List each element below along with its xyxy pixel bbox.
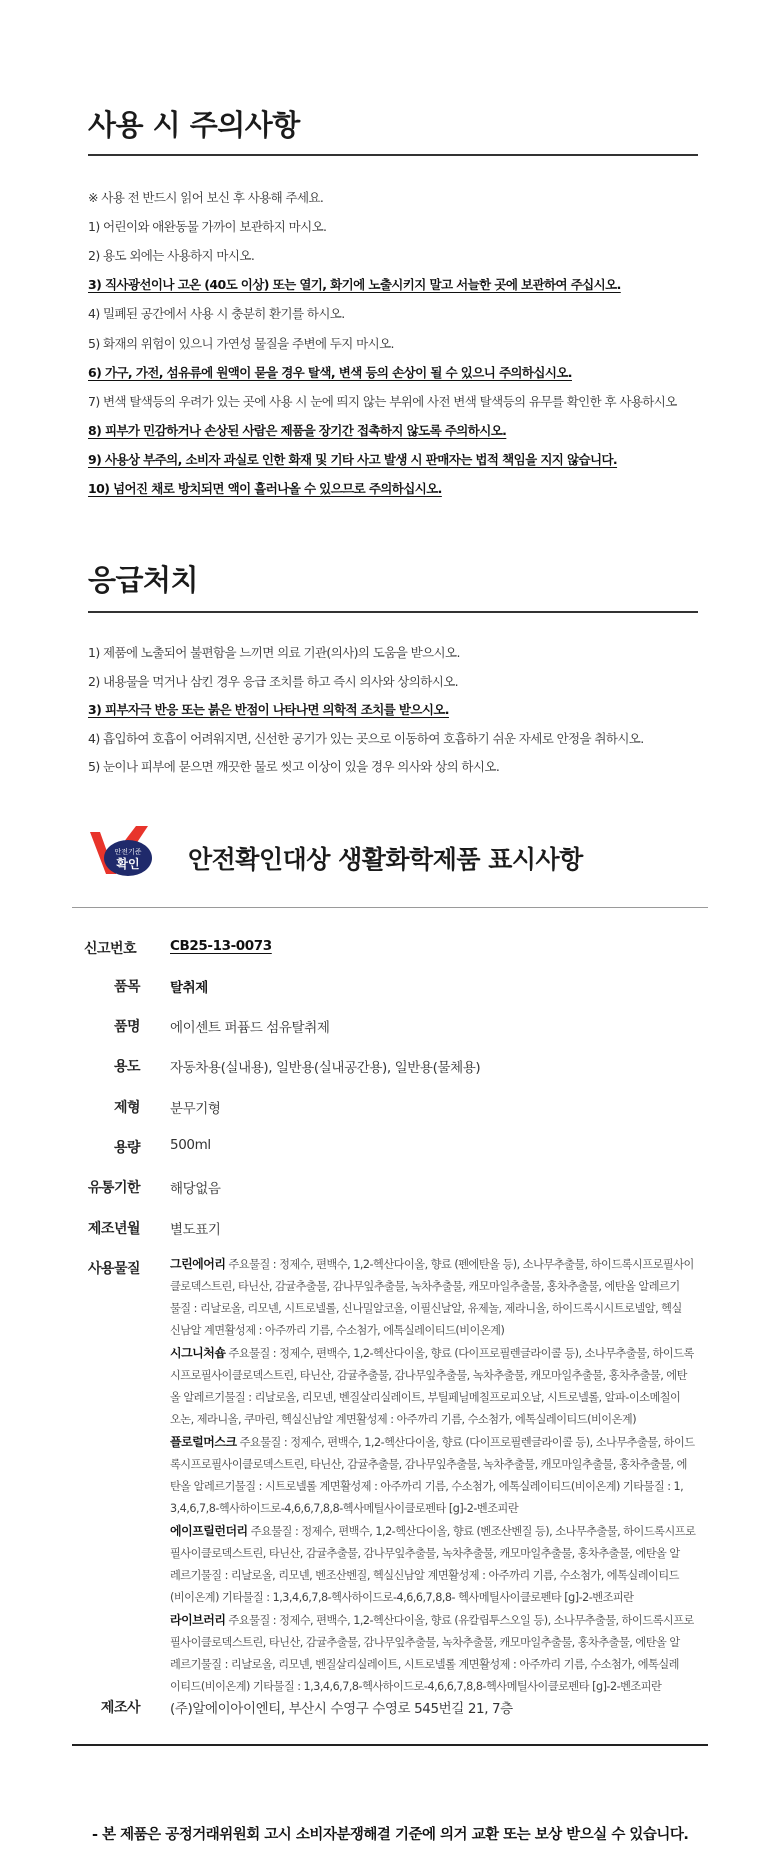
use-value: 자동차용(실내용), 일반용(실내공간용), 일반용(물체용): [170, 1060, 481, 1076]
substance-text: 레르기물질 : 리날로올, 리모넨, 벤조산벤질, 헥실신남알 계면활성제 : 아주까리 기름, 수소첨가, 에톡실레이티드: [170, 1569, 679, 1582]
caution-item: ※ 사용 전 반드시 읽어 보신 후 사용해 주세요.: [88, 190, 324, 205]
substance-name: 시그니처숍: [170, 1346, 226, 1360]
substance-text: 록시프로필사이클로덱스트린, 타닌산, 감귤추출물, 감나무잎추출물, 녹차추출물, 캐모마일추출물, 홍차추출물, 에: [170, 1458, 687, 1471]
caution-item: 4) 밀폐된 공간에서 사용 시 충분히 환기를 하시오.: [88, 306, 345, 322]
caution-item: 7) 변색 탈색등의 우려가 있는 곳에 사용 시 눈에 띄지 않는 부위에 사전 변색 탈색등의 유무를 확인한 후 사용하시오: [88, 393, 677, 409]
substance-text: 필사이클로덱스트린, 타닌산, 감귤추출물, 감나무잎추출물, 녹차추출물, 캐모마일추출물, 홍차추출물, 에탄올 알: [170, 1636, 680, 1649]
substance-name: 그린에어리: [170, 1257, 226, 1271]
substance-text: 주요물질 : 정제수, 편백수, 1,2-헥산다이올, 향료 (벤조산벤질 등), 소나무추출물, 하이드록시프로: [247, 1525, 696, 1538]
substance-text: 레르기물질 : 리날로올, 리모넨, 벤질살리실레이트, 시트로넬롤 계면활성제 : 아주까리 기름, 수소첨가, 에톡실레: [170, 1658, 679, 1671]
substances-list: [170, 1253, 702, 1698]
substance-line: [170, 1276, 702, 1298]
substance-line: [170, 1632, 702, 1654]
volume-label: 용량: [113, 1140, 140, 1156]
name-value: 에이센트 퍼퓸드 섬유탈취제: [170, 1020, 330, 1036]
caution-item: 5) 화재의 위험이 있으니 가연성 물질을 주변에 두지 마시오.: [88, 335, 394, 351]
first-aid-divider: [88, 611, 698, 613]
substance-text: 시프로필사이클로덱스트린, 타닌산, 감귤추출물, 감나무잎추출물, 녹차추출물, 캐모마일추출물, 홍차추출물, 에탄: [170, 1369, 687, 1382]
substances-label: 사용물질: [87, 1261, 140, 1277]
name-label: 품명: [113, 1019, 140, 1035]
first-aid-item: 4) 흡입하여 호흡이 어려워지면, 신선한 공기가 있는 곳으로 이동하여 호흡하기 쉬운 자세로 안정을 취하시오.: [88, 730, 644, 746]
first-aid-item: 2) 내용물을 먹거나 삼킨 경우 응급 조치를 하고 즉시 의사와 상의하시오.: [88, 673, 459, 689]
manufacturer-label: 제조사: [100, 1700, 140, 1716]
footer-notice: - 본 제품은 공정거래위원회 고시 소비자분쟁해결 기준에 의거 교환 또는 보상 받으실 수 있습니다.: [92, 1827, 689, 1843]
substance-line: [170, 1454, 702, 1476]
item-label: 품목: [113, 979, 140, 995]
volume-value: 500ml: [170, 1137, 211, 1153]
substance-text: 올 알레르기물질 : 리날로올, 리모넨, 벤질살리실레이트, 부틸페닐메칠프로피오날, 시트로넬롤, 알파-이소메칠이: [170, 1391, 681, 1404]
substance-line: [170, 1298, 702, 1320]
substance-text: (비이온계) 기타물질 : 1,3,4,6,7,8-헥사하이드로-4,6,6,7,8,8- 헥사메틸사이클로펜타 [g]-2-벤조피란: [170, 1591, 634, 1604]
substance-line: [170, 1365, 702, 1387]
substance-line: [170, 1409, 702, 1431]
substance-line: [170, 1609, 702, 1632]
safety-title: 안전확인대상 생활화학제품 표시사항: [188, 845, 583, 874]
substance-text: 필사이클로덱스트린, 타닌산, 감귤추출물, 감나무잎추출물, 녹차추출물, 캐모마일추출물, 홍차추출물, 에탄올 알: [170, 1547, 680, 1560]
caution-item: 6) 가구, 가전, 섬유류에 원액이 묻을 경우 탈색, 변색 등의 손상이 될 수 있으니 주의하십시오.: [88, 364, 572, 380]
report-no-label: 신고번호: [84, 941, 137, 957]
report-no-value: CB25-13-0073: [170, 938, 272, 954]
first-aid-item: 1) 제품에 노출되어 불편함을 느끼면 의료 기관(의사)의 도움을 받으시오.: [88, 645, 460, 660]
substance-name: 에이프릴런더리: [170, 1524, 248, 1538]
caution-title: 사용 시 주의사항: [88, 108, 300, 142]
substance-line: [170, 1342, 702, 1365]
info-bottom-divider: [72, 1744, 708, 1746]
form-value: 분무기형: [170, 1101, 221, 1117]
substance-line: [170, 1498, 702, 1520]
safety-divider: [72, 907, 708, 908]
caution-divider: [88, 154, 698, 156]
substance-name: 플로럴머스크: [170, 1435, 237, 1449]
caution-item: 9) 사용상 부주의, 소비자 과실로 인한 화재 및 기타 사고 발생 시 판매자는 법적 책임을 지지 않습니다.: [88, 451, 618, 467]
substance-line: [170, 1253, 702, 1276]
substance-line: [170, 1565, 702, 1587]
first-aid-title: 응급처치: [88, 563, 199, 597]
substance-line: [170, 1654, 702, 1676]
substance-text: 주요물질 : 정제수, 편백수, 1,2-헥산다이올, 향료 (유칼립투스오일 등), 소나무추출물, 하이드록시프로: [225, 1614, 694, 1627]
caution-item: 1) 어린이와 애완동물 가까이 보관하지 마시오.: [88, 219, 327, 235]
substance-text: 신남알 계면활성제 : 아주까리 기름, 수소첨가, 에톡실레이티드(비이온계): [170, 1324, 505, 1337]
substance-line: [170, 1587, 702, 1609]
substance-text: 탄올 알레르기물질 : 시트로넬롤 계면활성제 : 아주까리 기름, 수소첨가, 에톡실레이티드(비이온계) 기타물질 : 1,: [170, 1480, 684, 1493]
first-aid-item: 3) 피부자극 반응 또는 붉은 반점이 나타나면 의학적 조치를 받으시오.: [88, 702, 449, 717]
caution-item: 3) 직사광선이나 고온 (40도 이상) 또는 열기, 화기에 노출시키지 말고 서늘한 곳에 보관하여 주십시오.: [88, 277, 621, 293]
mfg-date-label: 제조년월: [87, 1221, 140, 1237]
item-value: 탈취제: [170, 980, 208, 996]
substance-line: [170, 1431, 702, 1454]
manufacturer-value: (주)알에이아이엔티, 부산시 수영구 수영로 545번길 21, 7층: [170, 1701, 513, 1717]
substance-line: [170, 1543, 702, 1565]
substance-text: 물질 : 리날로올, 리모넨, 시트로넬롤, 신나밀알코올, 이필신날알, 유제놀, 제라니올, 하이드록시시트로넬알, 헥실: [170, 1302, 682, 1315]
substance-line: [170, 1387, 702, 1409]
substance-line: [170, 1676, 702, 1698]
substance-text: 오논, 제라니올, 쿠마린, 헥실신남알 계면활성제 : 아주까리 기름, 수소첨가, 에톡실레이티드(비이온계): [170, 1413, 637, 1426]
substance-name: 라이브러리: [170, 1613, 226, 1627]
badge-bottom-text: 확인: [116, 857, 140, 871]
caution-item: 10) 넘어진 채로 방치되면 액이 흘러나올 수 있으므로 주의하십시오.: [88, 481, 442, 496]
expiry-value: 해당없음: [170, 1181, 221, 1197]
substance-text: 주요물질 : 정제수, 편백수, 1,2-헥산다이올, 향료 (다이프로필렌글라이콜 등), 소나무추출물, 하이드록: [225, 1347, 694, 1360]
use-label: 용도: [113, 1059, 140, 1075]
substance-text: 이티드(비이온계) 기타물질 : 1,3,4,6,7,8-헥사하이드로-4,6,6,7,8,8-헥사메틸사이클로펜타 [g]-2-벤조피란: [170, 1680, 662, 1693]
form-label: 제형: [113, 1100, 140, 1116]
substance-line: [170, 1476, 702, 1498]
first-aid-item: 5) 눈이나 피부에 묻으면 깨끗한 물로 씻고 이상이 있을 경우 의사와 상의 하시오.: [88, 759, 500, 774]
substance-text: 주요물질 : 정제수, 편백수, 1,2-헥산다이올, 향료 (다이프로필렌글라이콜 등), 소나무추출물, 하이드: [236, 1436, 695, 1449]
substance-text: 주요물질 : 정제수, 편백수, 1,2-헥산다이올, 향료 (펜에탄올 등), 소나무추출물, 하이드록시프로필사이: [225, 1258, 694, 1271]
substance-text: 클로덱스트린, 타닌산, 감귤추출물, 감나무잎추출물, 녹차추출물, 캐모마일추출물, 홍차추출물, 에탄올 알레르기: [170, 1280, 680, 1293]
expiry-label: 유통기한: [87, 1180, 140, 1196]
substance-text: 3,4,6,7,8-헥사하이드로-4,6,6,7,8,8-헥사메틸사이클로펜타 [g]-2-벤조피란: [170, 1502, 519, 1515]
safety-check-badge-icon: [86, 822, 156, 882]
caution-item: 2) 용도 외에는 사용하지 마시오.: [88, 248, 255, 264]
badge-top-text: 안전기준: [114, 848, 142, 856]
mfg-date-value: 별도표기: [170, 1222, 221, 1238]
substance-line: [170, 1320, 702, 1342]
substance-line: [170, 1520, 702, 1543]
caution-item: 8) 피부가 민감하거나 손상된 사람은 제품을 장기간 접촉하지 않도록 주의하시오.: [88, 422, 507, 438]
